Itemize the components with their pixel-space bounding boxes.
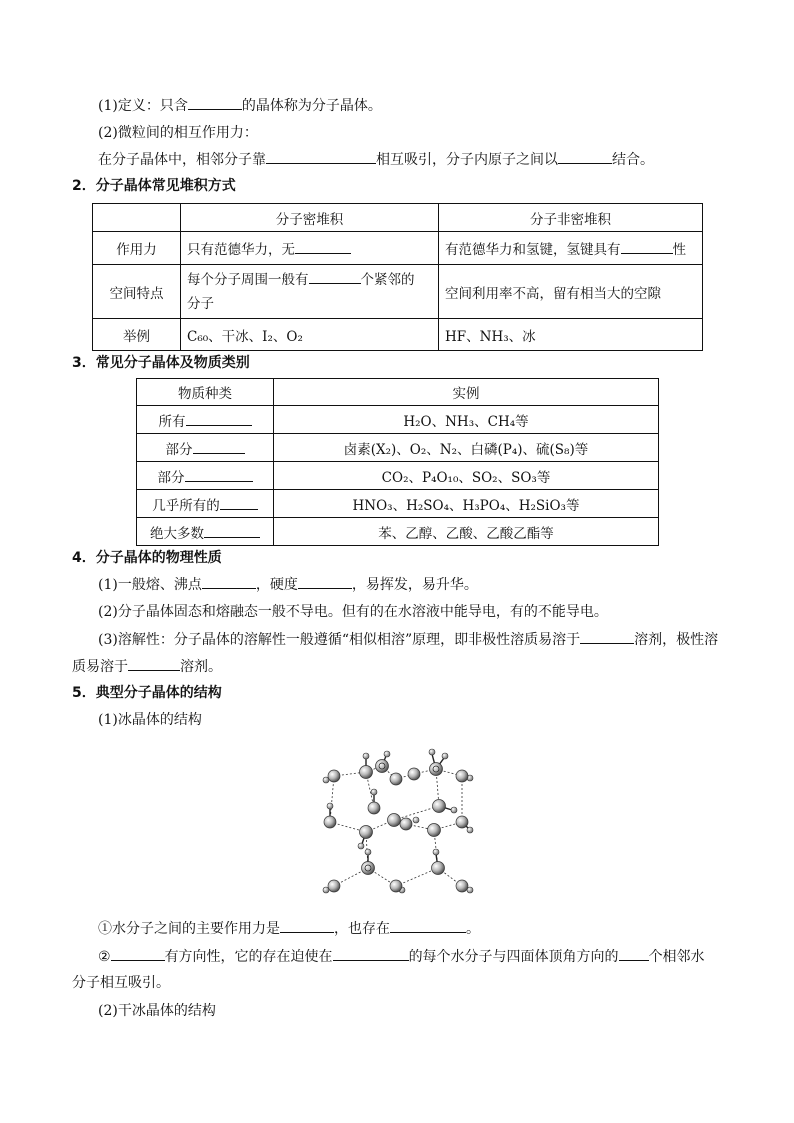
ice-question-2 [98, 946, 705, 967]
kind-cell [137, 434, 274, 462]
ice-question-2-c: 的每个水分子与四面体顶角方向的 [408, 949, 619, 965]
property-3-a: (3)溶解性：分子晶体的溶解性一般遵循“相似相溶”原理，即非极性溶质易溶于 [98, 632, 581, 648]
example-cell: H₂O、NH₃、CH₄等 [274, 406, 659, 434]
dense-force-text: 只有范德华力，无 [187, 242, 295, 258]
col-dense-header: 分子密堆积 [181, 204, 439, 232]
answer-blank[interactable] [186, 411, 252, 426]
property-3-d: 溶剂。 [180, 659, 222, 675]
section-4-heading: 4．分子晶体的物理性质 [72, 550, 222, 566]
row-label-example: 举例 [93, 319, 181, 351]
interaction-middle: 相互吸引，分子内原子之间以 [376, 152, 558, 168]
kind-cell [137, 462, 274, 490]
row-label-space: 空间特点 [93, 265, 181, 319]
ice-question-1-a: ①水分子之间的主要作用力是 [98, 921, 280, 937]
example-cell: HNO₃、H₂SO₄、H₃PO₄、H₂SiO₃等 [274, 490, 659, 518]
section-3-heading: 3．常见分子晶体及物质类别 [72, 355, 250, 371]
answer-blank[interactable] [188, 95, 242, 110]
nondense-space-cell: 空间利用率不高，留有相当大的空隙 [439, 265, 703, 319]
interaction-prefix: 在分子晶体中，相邻分子靠 [98, 152, 266, 168]
answer-blank[interactable] [298, 574, 352, 589]
interaction-line [98, 149, 654, 170]
answer-blank[interactable] [193, 439, 245, 454]
property-1-c: ，易挥发，易升华。 [351, 577, 478, 593]
kind-cell [137, 490, 274, 518]
dense-space-cell [181, 265, 439, 319]
kind-cell [137, 518, 274, 546]
answer-blank[interactable] [619, 946, 649, 961]
property-2: (2)分子晶体固态和熔融态一般不导电。但有的在水溶液中能导电，有的不能导电。 [98, 604, 608, 620]
empty-header-cell [93, 204, 181, 232]
row-label-force: 作用力 [93, 232, 181, 265]
answer-blank[interactable] [111, 946, 165, 961]
kind-text: 绝大多数 [150, 525, 204, 542]
example-cell: 卤素(X₂)、O₂、N₂、白磷(P₄)、硫(S₈)等 [274, 434, 659, 462]
dense-example-cell: C₆₀、干冰、I₂、O₂ [181, 319, 439, 351]
answer-blank[interactable] [280, 918, 334, 933]
answer-blank[interactable] [333, 946, 409, 961]
kind-cell [137, 406, 274, 434]
nondense-example-cell: HF、NH₃、冰 [439, 319, 703, 351]
property-1 [98, 574, 478, 595]
packing-table [92, 203, 703, 351]
ice-question-1-c: 。 [466, 921, 480, 937]
nondense-force-cell [439, 232, 703, 265]
property-1-a: (1)一般熔、沸点 [98, 577, 202, 593]
interaction-suffix: 结合。 [612, 152, 654, 168]
section-2-heading: 2．分子晶体常见堆积方式 [72, 178, 236, 194]
dense-space-text-b: 个紧邻的 [360, 271, 415, 288]
example-cell: CO₂、P₄O₁₀、SO₂、SO₃等 [274, 462, 659, 490]
answer-blank[interactable] [204, 523, 260, 538]
ice-question-2-a: ② [98, 949, 111, 965]
answer-blank[interactable] [185, 467, 253, 482]
nondense-force-suffix: 性 [672, 242, 686, 258]
col-nondense-header: 分子非密堆积 [439, 204, 703, 232]
kind-text: 部分 [165, 441, 193, 458]
example-header: 实例 [274, 379, 659, 406]
answer-blank[interactable] [309, 269, 361, 284]
answer-blank[interactable] [220, 495, 258, 510]
answer-blank[interactable] [390, 918, 466, 933]
nondense-force-text: 有范德华力和氢键，氢键具有 [445, 242, 621, 258]
ice-question-1-b: ，也存在 [334, 921, 390, 937]
kind-header: 物质种类 [137, 379, 274, 406]
ice-structure-diagram [312, 736, 482, 901]
substance-table [136, 378, 659, 546]
property-3 [98, 629, 718, 650]
dense-force-cell [181, 232, 439, 265]
ice-question-2-d: 个相邻水 [648, 949, 705, 965]
property-3-c: 质易溶于 [72, 659, 128, 675]
oxygen-atoms [324, 760, 468, 893]
kind-text: 几乎所有的 [152, 497, 220, 514]
property-1-b: ，硬度 [255, 577, 298, 593]
answer-blank[interactable] [621, 239, 673, 254]
answer-blank[interactable] [128, 656, 180, 671]
answer-blank[interactable] [266, 149, 376, 164]
dry-ice-structure-title: (2)干冰晶体的结构 [98, 1003, 216, 1019]
ice-structure-title: (1)冰晶体的结构 [98, 712, 202, 728]
example-cell: 苯、乙醇、乙酸、乙酸乙酯等 [274, 518, 659, 546]
answer-blank[interactable] [558, 149, 612, 164]
dense-space-text-a: 每个分子周围一般有 [187, 271, 309, 288]
definition-suffix: 的晶体称为分子晶体。 [241, 98, 382, 114]
answer-blank[interactable] [202, 574, 256, 589]
property-3-b: 溶剂，极性溶 [634, 632, 719, 648]
interaction-title: (2)微粒间的相互作用力： [98, 125, 258, 141]
kind-text: 部分 [157, 469, 185, 486]
answer-blank[interactable] [295, 239, 351, 254]
section-5-heading: 5．典型分子晶体的结构 [72, 685, 222, 701]
ice-question-2-continued: 分子相互吸引。 [72, 975, 170, 991]
kind-text: 所有 [158, 413, 186, 430]
answer-blank[interactable] [580, 629, 634, 644]
ice-question-1 [98, 918, 480, 939]
property-3-continued [72, 656, 222, 677]
dense-space-text-c: 分子 [187, 295, 214, 312]
definition-line [98, 95, 382, 116]
ice-question-2-b: 有方向性，它的存在迫使在 [164, 949, 333, 965]
definition-prefix: (1)定义：只含 [98, 98, 188, 114]
covalent-bond-lines [330, 754, 468, 868]
